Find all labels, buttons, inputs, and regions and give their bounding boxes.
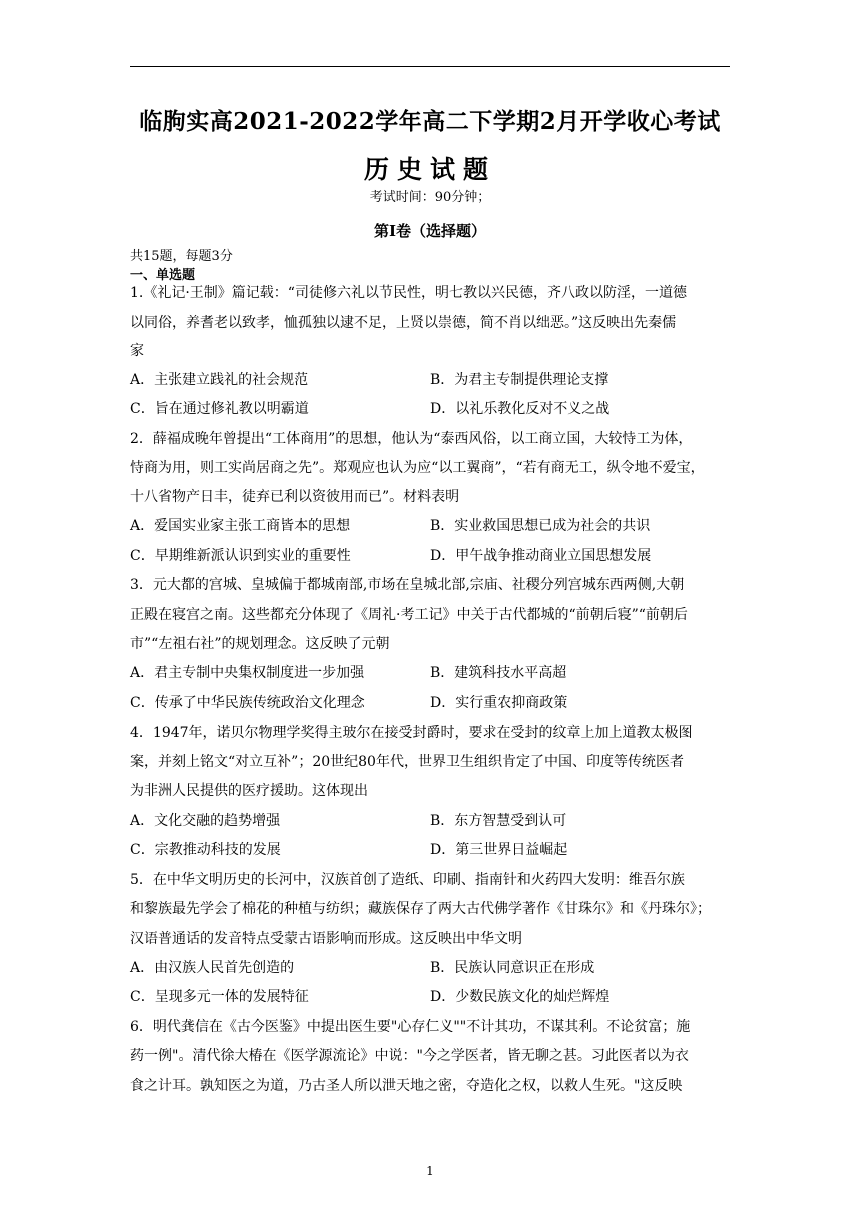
question-5-option-d: D．少数民族文化的灿烂辉煌 [430, 989, 610, 1005]
question-2-option-a: A．爱国实业家主张工商皆本的思想 [130, 518, 351, 534]
question-5-line-1: 5．在中华文明历史的长河中，汉族首创了造纸、印刷、指南针和火药四大发明：维吾尔族 [130, 872, 685, 888]
question-4-option-a: A．文化交融的趋势增强 [130, 813, 281, 829]
question-5-option-a: A．由汉族人民首先创造的 [130, 960, 295, 976]
question-2-option-d: D．甲午战争推动商业立国思想发展 [430, 548, 652, 564]
question-6-line-1: 6．明代龚信在《古今医鉴》中提出医生要"心存仁义""不计其功，不谋其利。不论贫富；施 [130, 1019, 691, 1035]
question-1-line-2: 以同俗，养耆老以致孝，恤孤独以逮不足，上贤以崇德，简不肖以绌恶。”这反映出先秦儒 [130, 315, 677, 331]
question-3-option-b: B．建筑科技水平高超 [430, 665, 567, 681]
question-3-option-d: D．实行重农抑商政策 [430, 695, 568, 711]
question-3-line-2: 正殿在寝宫之南。这些都充分体现了《周礼·考工记》中关于古代都城的“前朝后寝”“前朝后 [130, 607, 688, 623]
question-5-option-b: B．民族认同意识正在形成 [430, 960, 595, 976]
exam-time: 考试时间：90分钟； [369, 190, 491, 205]
question-1-option-d: D．以礼乐教化反对不义之战 [430, 401, 610, 417]
question-1-option-c: C．旨在通过修礼教以明霸道 [130, 401, 309, 417]
question-3-option-a: A．君主专制中央集权制度进一步加强 [130, 665, 365, 681]
question-2-line-3: 十八省物产日丰，徒弃已利以资彼用而已”。材料表明 [130, 489, 460, 505]
question-4-option-d: D．第三世界日益崛起 [430, 842, 568, 858]
question-2-option-b: B．实业救国思想已成为社会的共识 [430, 518, 651, 534]
question-1-line-3: 家 [130, 343, 144, 359]
question-4-option-c: C．宗教推动科技的发展 [130, 842, 281, 858]
volume-heading: 第Ⅰ卷（选择题） [373, 222, 487, 240]
question-4-line-2: 案，并刻上铭文“对立互补”；20世纪80年代，世界卫生组织肯定了中国、印度等传统医者 [130, 754, 684, 770]
exam-title: 临朐实高2021-2022学年高二下学期2月开学收心考试 [139, 108, 721, 135]
question-1-option-a: A．主张建立践礼的社会规范 [130, 372, 309, 388]
section-heading: 一、单选题 [130, 268, 196, 283]
question-6-line-3: 食之计耳。孰知医之为道，乃古圣人所以泄天地之密，夺造化之权，以救人生死。"这反映 [130, 1078, 683, 1094]
question-5-option-c: C．呈现多元一体的发展特征 [130, 989, 309, 1005]
question-1-line-1: 1.《礼记·王制》篇记载：“司徒修六礼以节民性，明七教以兴民德，齐八政以防淫，一道德 [130, 285, 687, 301]
question-3-line-1: 3．元大都的宫城、皇城偏于都城南部,市场在皇城北部,宗庙、社稷分列宫城东西两侧,大朝 [130, 577, 685, 593]
question-count-note: 共15题，每题3分 [130, 249, 233, 264]
question-2-line-2: 恃商为用，则工实尚居商之先”。郑观应也认为应“以工翼商”，“若有商无工，纵令地不爱宝， [130, 460, 705, 476]
question-6-line-2: 药一例"。清代徐大椿在《医学源流论》中说："今之学医者，皆无聊之甚。习此医者以为衣 [130, 1048, 689, 1064]
subject-title: 历史试题 [363, 155, 496, 184]
question-5-line-3: 汉语普通话的发音特点受蒙古语影响而形成。这反映出中华文明 [130, 931, 522, 947]
question-2-line-1: 2．薛福成晚年曾提出“工体商用”的思想，他认为“泰西风俗，以工商立国，大较恃工为体， [130, 431, 693, 447]
question-4-line-1: 4．1947年，诺贝尔物理学奖得主玻尔在接受封爵时，要求在受封的纹章上加上道教太极图 [130, 725, 693, 741]
question-3-line-3: 市”“左祖右社”的规划理念。这反映了元朝 [130, 636, 390, 652]
question-4-option-b: B．东方智慧受到认可 [430, 813, 567, 829]
question-4-line-3: 为非洲人民提供的医疗援助。这体现出 [130, 783, 368, 799]
question-5-line-2: 和黎族最先学会了棉花的种植与纺织；藏族保存了两大古代佛学著作《甘珠尔》和《丹珠尔》； [130, 901, 711, 917]
question-2-option-c: C．早期维新派认识到实业的重要性 [130, 548, 351, 564]
question-3-option-c: C．传承了中华民族传统政治文化理念 [130, 695, 365, 711]
page-number: 1 [426, 1164, 434, 1178]
question-1-option-b: B．为君主专制提供理论支撑 [430, 372, 609, 388]
top-rule [130, 66, 730, 67]
